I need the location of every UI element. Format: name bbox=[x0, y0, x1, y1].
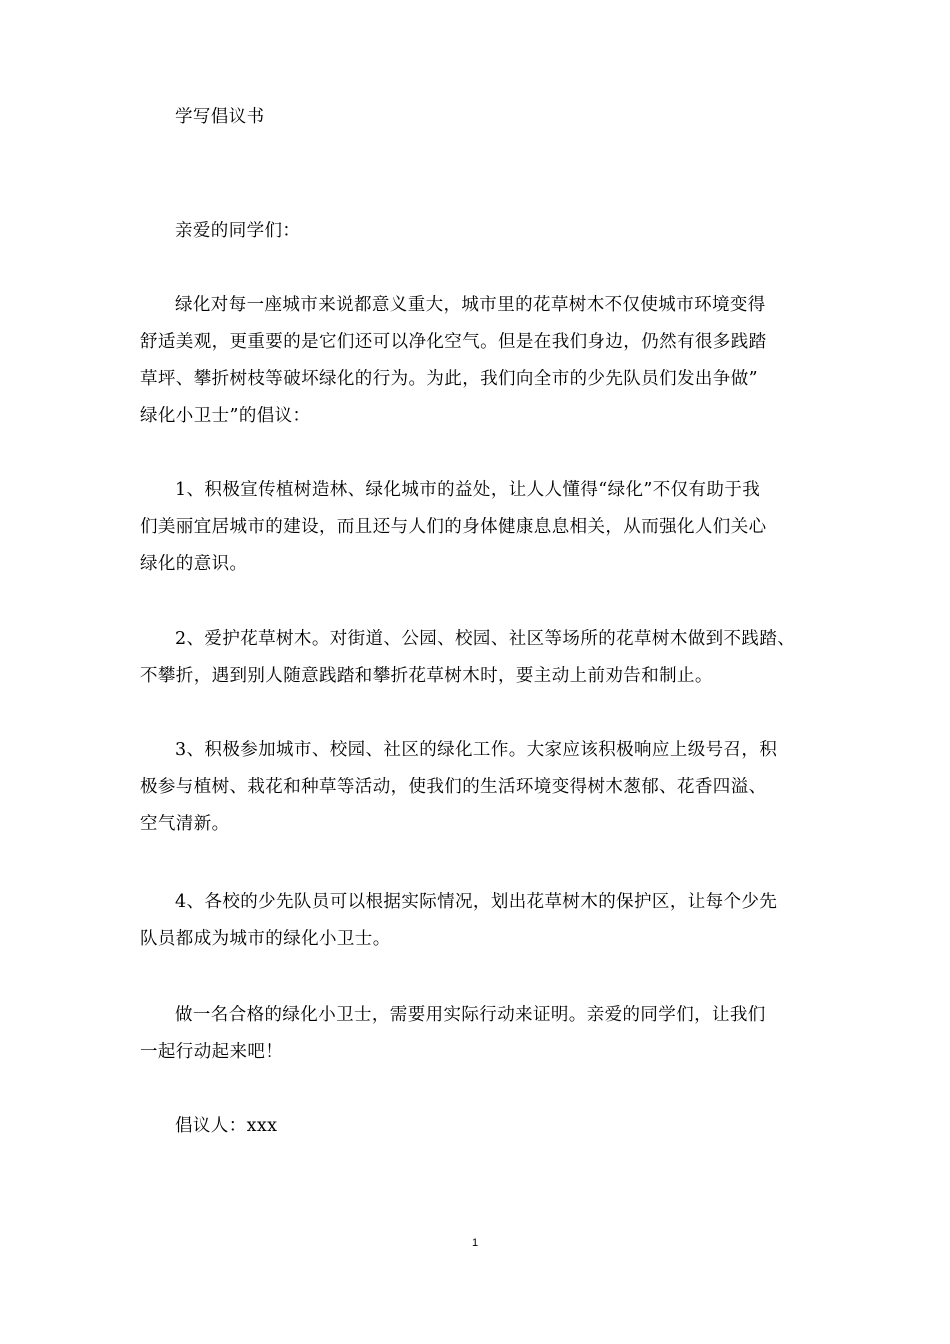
page-number: 1 bbox=[471, 1237, 479, 1249]
signature: 倡议人：xxx bbox=[175, 1116, 278, 1136]
intro-paragraph: 绿化对每一座城市来说都意义重大，城市里的花草树木不仅使城市环境变得 舒适美观，更重要的是它们还可以净化空气。但是在我们身边，仍然有很多践踏 草坪、攀折树枝等破坏绿化的行为。为此，我们向全市的少先队员们发出争做” 绿化小卫士”的倡议： bbox=[140, 295, 767, 426]
proposal-item-3: 3、积极参加城市、校园、社区的绿化工作。大家应该积极响应上级号召，积 极参与植树、栽花和种草等活动，使我们的生活环境变得树木葱郁、花香四溢、 空气清新。 bbox=[140, 740, 778, 834]
closing-paragraph: 做一名合格的绿化小卫士，需要用实际行动来证明。亲爱的同学们，让我们 一起行动起来吧！ bbox=[140, 1005, 766, 1062]
proposal-item-4: 4、各校的少先队员可以根据实际情况，划出花草树木的保护区，让每个少先 队员都成为城市的绿化小卫士。 bbox=[140, 892, 778, 949]
greeting: 亲爱的同学们： bbox=[175, 221, 301, 241]
document-title: 学写倡议书 bbox=[175, 107, 265, 127]
proposal-item-1: 1、积极宣传植树造林、绿化城市的益处，让人人懂得“绿化”不仅有助于我 们美丽宜居城市的建设，而且还与人们的身体健康息息相关，从而强化人们关心 绿化的意识。 bbox=[140, 480, 767, 574]
proposal-item-2: 2、爱护花草树木。对街道、公园、校园、社区等场所的花草树木做到不践踏、 不攀折，遇到别人随意践踏和攀折花草树木时，要主动上前劝告和制止。 bbox=[140, 629, 796, 686]
